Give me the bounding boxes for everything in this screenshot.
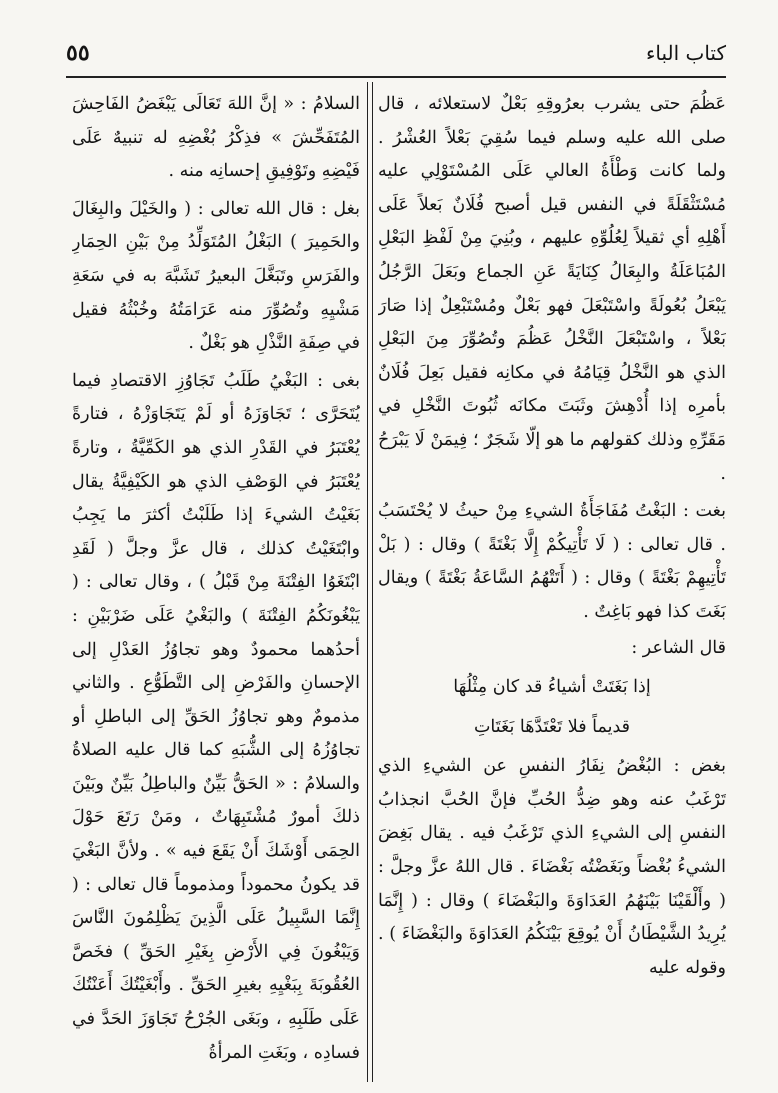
- entry-baghy: بغى : البَغْيُ طَلَبُ تَجَاوُزِ الاقتصادِ فيما يُتَحَرَّى ؛ تَجَاوَزَهُ أو لَمْ يَتَجَاوَزْهُ ، فتارةً يُعْتَبَرُ في القَدْرِ الذي هو الكَمِّيَّةُ ، وتارةً يُعْتَبَرُ في الوَصْفِ الذي هو الكَيْفِيَّةُ يقال بَغَيْتُ الشيءَ إذا طَلَبْتُ أكثرَ ما يَجِبُ وابْتَغَيْتُ كذلك ، قال عزَّ وجلَّ ( لَقَدِ ابْتَغَوُا الفِتْنَةَ مِنْ قَبْلُ ) ، وقال تعالى : ( يَبْغُونَكُمُ الفِتْنَةَ ) والبَغْيُ عَلَى ضَرْبَيْنِ : أحدُهما محمودٌ وهو تجاوُزُ العَدْلِ إلى الإحسانِ والفَرْضِ إلى التَّطَوُّعِ . والثاني مذمومٌ وهو تجاوُزُ الحَقِّ إلى الباطلِ أو تجاوُزُهُ إلى الشُّبَهِ كما قال عليه الصلاةُ والسلامُ : « الحَقُّ بَيِّنٌ والباطِلُ بَيِّنٌ وبَيْنَ ذلكَ أمورٌ مُشْتَبِهَاتٌ ، ومَنْ رَتَعَ حَوْلَ الحِمَى أَوْشَكَ أَنْ يَقَعَ فيه » . ولأنَّ البَغْيَ قد يكونُ محموداً ومذموماً قال تعالى : ( إِنَّمَا السَّبِيلُ عَلَى الَّذِينَ يَظْلِمُونَ النَّاسَ وَيَبْغُونَ فِي الأَرْضِ بِغَيْرِ الحَقِّ ) فخَصَّ العُقُوبَةَ بِبَغْيِهِ بغيرِ الحَقِّ . وأَبْغَيْتُكَ أَعَنْتُكَ عَلَى طَلَبِهِ ، وبَغَى الجُرْحُ تَجَاوَزَ الحَدَّ في فسادِه ، وبَغَتِ المرأةُ: [72, 370, 360, 1063]
- header-rule: [66, 76, 726, 78]
- entry-baal-continued: عَظُمَ حتى يشرب بعرُوقِهِ بَعْلٌ لاستعلائه ، قال صلى الله عليه وسلم فيما سُقِيَ بَعْلاً العُشْرُ . ولما كانت وَطْأَةُ العالي عَلَى المُسْتَوْلِي عليه مُسْتَثْقَلَةً في النفس قيل أصبح فُلَانٌ بَعلاً عَلَى أَهْلِهِ أي ثقيلاً لِعُلُوِّهِ عليهم ، وبُنِيَ مِنْ لَفْظِ البَعْلِ المُبَاعَلَةُ والبِعَالُ كِنَايَةً عَنِ الجماع وبَعَلَ الرَّجُلُ يَبْعَلُ بُعُولَةً واسْتَبْعَلَ فهو بَعْلٌ ومُسْتَبْعِلٌ إذا صَارَ بَعْلاً ، واسْتَبْعَلَ النَّخْلُ عَظُمَ وتُصُوِّرَ مِنَ البَعْلِ الذي هو النَّخْلُ قِيَامُهُ في مكانِه فقيل بَعِلَ فُلَانٌ بأمرِه إذا أُدْهِشَ وثَبَتَ مكانَه ثُبُوتَ النَّخْلِ في مَقَرِّهِ وذلك كقولهم ما هو إلّا شَجَرٌ ؛ فِيمَنْ لَا يَبْرَحُ .: [378, 94, 726, 484]
- poet-label: قال الشاعر :: [631, 637, 726, 658]
- verse-line-2: قديماً فلا تَعْتَدَّهَا بَغَتَاتِ: [473, 716, 631, 737]
- entry-baghl: بغل : قال الله تعالى : ( والخَيْلَ والبِغَالَ والحَمِيرَ ) البَغْلُ المُتَوَلِّدُ مِنْ بَيْنِ الحِمَارِ والفَرَسِ وتَبَغَّلَ البعيرُ تَشَبَّهَ به في سَعَةِ مَشْيِهِ وتُصُوِّرَ منه عَرَامَتُهُ وخُبْثُهُ فقيل في صِفَةِ النَّذْلِ هو بَغْلٌ .: [72, 198, 360, 354]
- entry-baght: بغت : البَغْتُ مُفَاجَأَةُ الشيءِ مِنْ حيثُ لا يُحْتَسَبُ . قال تعالى : ( لَا تَأْتِيكُمْ إِلَّا بَغْتَةً ) وقال : ( بَلْ تَأْتِيهِمْ بَغْتَةً ) وقال : ( أَتَتْهُمُ السَّاعَةُ بَغْتَةً ) ويقال بَغَتَ كذا فهو بَاغِتٌ .: [378, 501, 726, 622]
- page-header: [66, 36, 726, 70]
- left-column: [72, 88, 360, 1084]
- entry-bughd: بغض : البُغْضُ نِفَارُ النفسِ عن الشيءِ الذي تَرْغَبُ عنه وهو ضِدُّ الحُبِّ فإنَّ الحُبَّ انجذابُ النفسِ إلى الشيءِ الذي تَرْغَبُ فيه . يقال بَغِضَ الشيءُ بُغْضاً وبَغَضْتُه بَغْضَاءَ . قال اللهُ عزَّ وجلَّ : ( وأَلْقَيْنَا بَيْنَهُمُ العَدَاوَةَ والبَغْضَاءَ ) وقال : ( إِنَّمَا يُرِيدُ الشَّيْطَانُ أَنْ يُوقِعَ بَيْنَكُمُ العَدَاوَةَ والبَغْضَاءَ ) . وقوله عليه: [378, 756, 726, 978]
- column-divider: [367, 82, 373, 1082]
- page-number: ٥٥: [66, 40, 90, 66]
- book-title: كتاب الباء: [645, 41, 726, 65]
- right-column: [378, 88, 726, 1084]
- entry-bughd-continued: السلامُ : « إنَّ اللهَ تَعَالَى يَبْغَضُ الفَاحِشَ المُتَفَحِّشَ » فذِكْرُ بُغْضِهِ له تنبيهٌ عَلَى فَيْضِهِ وتَوْفِيقِ إحسانِه منه .: [72, 94, 360, 182]
- verse-line-1: إذا بَغَتَتْ أشياءُ قد كان مِثْلُهَا: [453, 677, 651, 698]
